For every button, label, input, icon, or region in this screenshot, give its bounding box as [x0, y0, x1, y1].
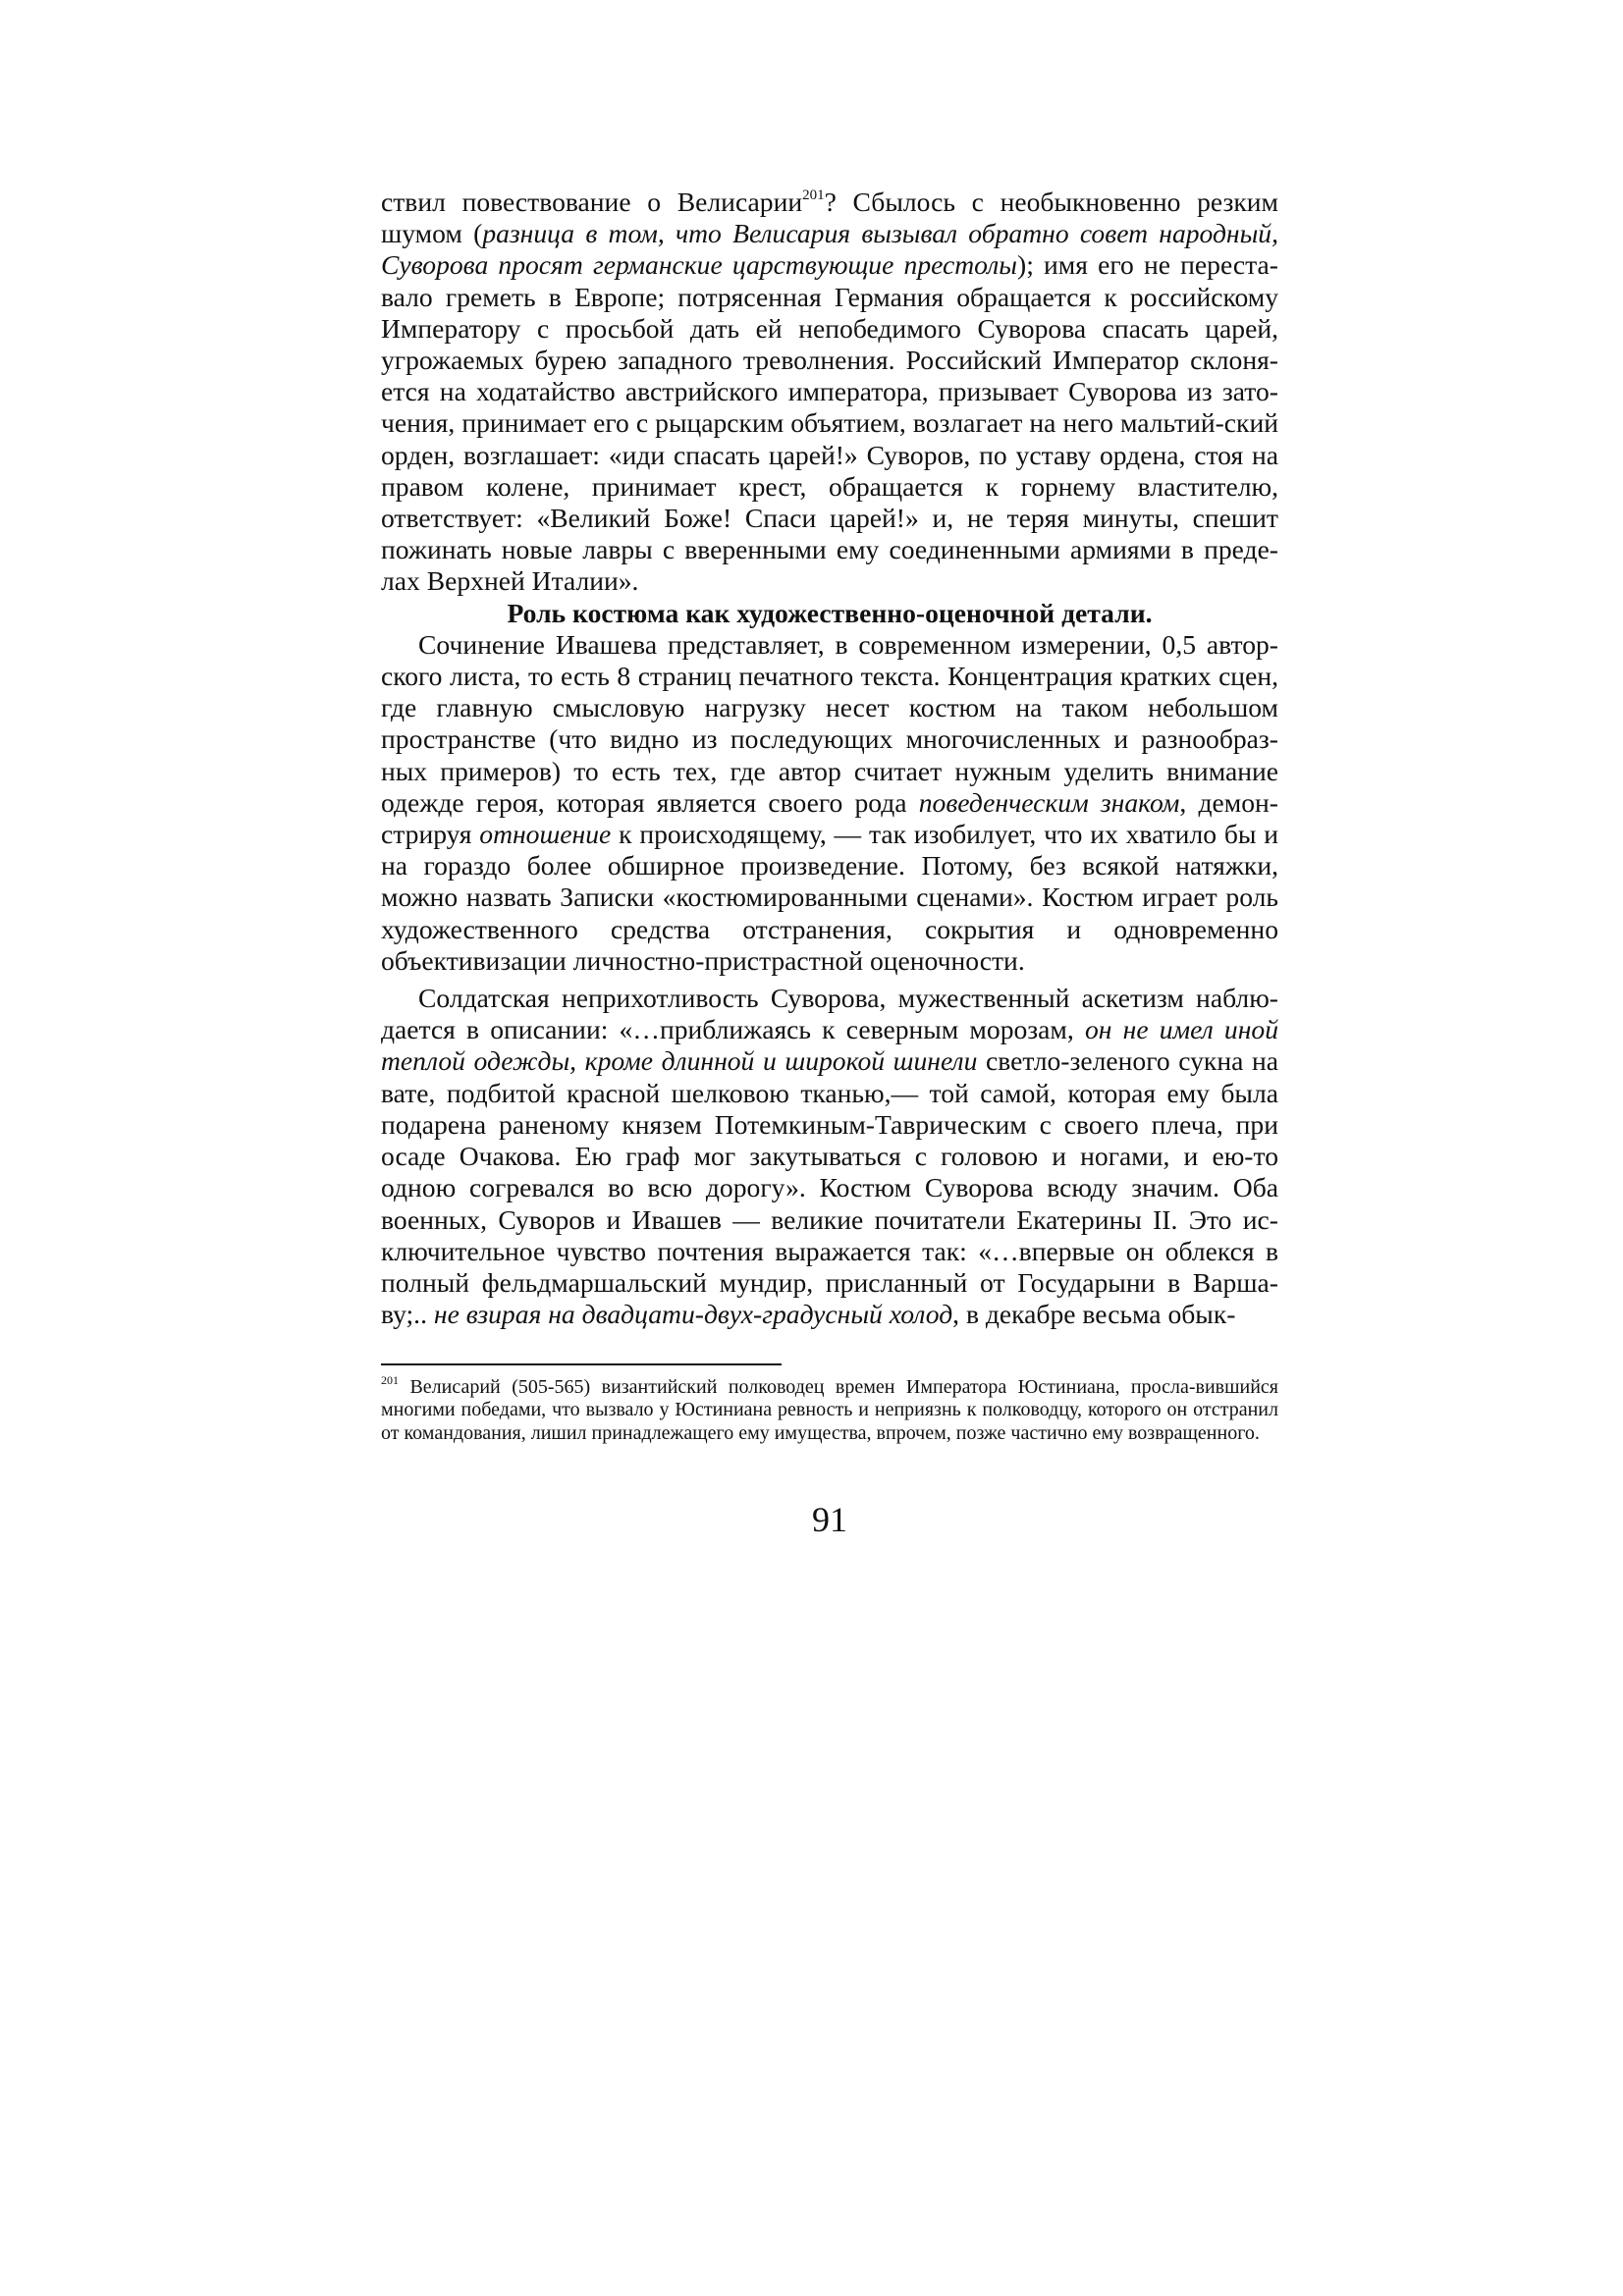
text-run: ); имя его не переста-вало греметь в Европе; потрясенная Германия обращается к российскому Императору с просьбой дать ей непобедимого Суворова спасать царей, угрожаемых бурею западного треволнения. Российский Император склоня-ется на ходатайство австрийского императора, призывает Суворова из зато-чения, принимает его с рыцарским объятием, возлагает на него мальтий-ский орден, возглашает: «иди спасать царей!» Суворов, по уставу ордена, стоя на правом колене, принимает крест, обращается к горнему властителю, ответствует: «Великий Боже! Спаси царей!» и, не теряя минуты, спешит пожинать новые лавры с вверенными ему соединенными армиями в преде-лах Верхней Италии». [381, 249, 1278, 597]
text-run: Солдатская неприхотливость Суворова, мужественный аскетизм наблю-дается в описании: «…приближаясь к северным морозам, [381, 983, 1278, 1045]
text-run: , демон-стрируя [381, 786, 1278, 850]
text-run: , в декабре весьма обык- [952, 1299, 1236, 1330]
paragraph-1 [381, 187, 1278, 598]
text-run: Сочинение Ивашева представляет, в современном измерении, 0,5 автор-ского листа, то есть 8 страниц печатного текста. Концентрация кратких сцен, где главную смысловую нагрузку несет костюм на таком небольшом пространстве (что видно из последующих многочисленных и разнообраз-ных примеров) то есть тех, где автор считает нужным уделить внимание одежде героя, которая является своего рода [381, 628, 1278, 818]
section-heading [381, 598, 1278, 629]
page-number: 91 [812, 1500, 847, 1539]
paragraph-2 [381, 629, 1278, 977]
footnote-reference[interactable]: 201 [802, 187, 825, 203]
text-run: к происходящему, — так изобилует, что их хватило бы и на гораздо более обширное произведение. Потому, без всякой натяжки, можно назвать Записки «костюмированными сценами». Костюм играет роль художественного средства отстранения, сокрытия и одновременно объективизации личностно-пристрастной оценочности. [381, 819, 1278, 976]
footnote-divider [381, 1363, 782, 1365]
footnote [381, 1373, 1278, 1445]
text-run: ? Сбылось с необыкновенно резким шумом ( [381, 187, 1279, 249]
main-text [381, 187, 1278, 1330]
footnote-text: Велисарий (505-565) византийский полководец времен Императора Юстиниана, просла-вившийся многими победами, что вызвало у Юстиниана ревность и неприязнь к полководцу, которого он отстранил от командования, лишил принадлежащего ему имущества, впрочем, позже частично ему возвращенного. [381, 1376, 1278, 1444]
italic-text: он не имел иной теплой одежды, кроме длинной и широкой шинели [381, 1014, 1278, 1077]
text-run: ствил повествование о Велисарии [381, 187, 803, 217]
italic-text: отношение [479, 819, 612, 850]
text-run: светло-зеленого сукна на вате, подбитой красной шелковою тканью,— той самой, которая ему была подарена раненому князем Потемкиным-Таврическим с своего плеча, при осаде Очакова. Ею граф мог закутываться с головою и ногами, и ею-то одною согревался во всю дорогу». Костюм Суворова всюду значим. Оба военных, Суворов и Ивашев — великие почитатели Екатерины II. Это ис-ключительное чувство почтения выражается так: «…впервые он облекся в полный фельдмаршальский мундир, присланный от Государыни в Варша-ву;.. [381, 1045, 1278, 1330]
footnote-number: 201 [381, 1373, 399, 1387]
italic-text: разница в том, что Велисария вызывал обратно совет народный, Суворова просят германские царствующие престолы [381, 218, 1279, 281]
italic-text: поведенческим знаком [918, 786, 1180, 818]
italic-text: не взирая на двадцати-двух-градусный холод [433, 1299, 953, 1330]
paragraph-3 [381, 983, 1278, 1330]
heading-text: Роль костюма как художественно-оценочной детали. [507, 597, 1153, 628]
